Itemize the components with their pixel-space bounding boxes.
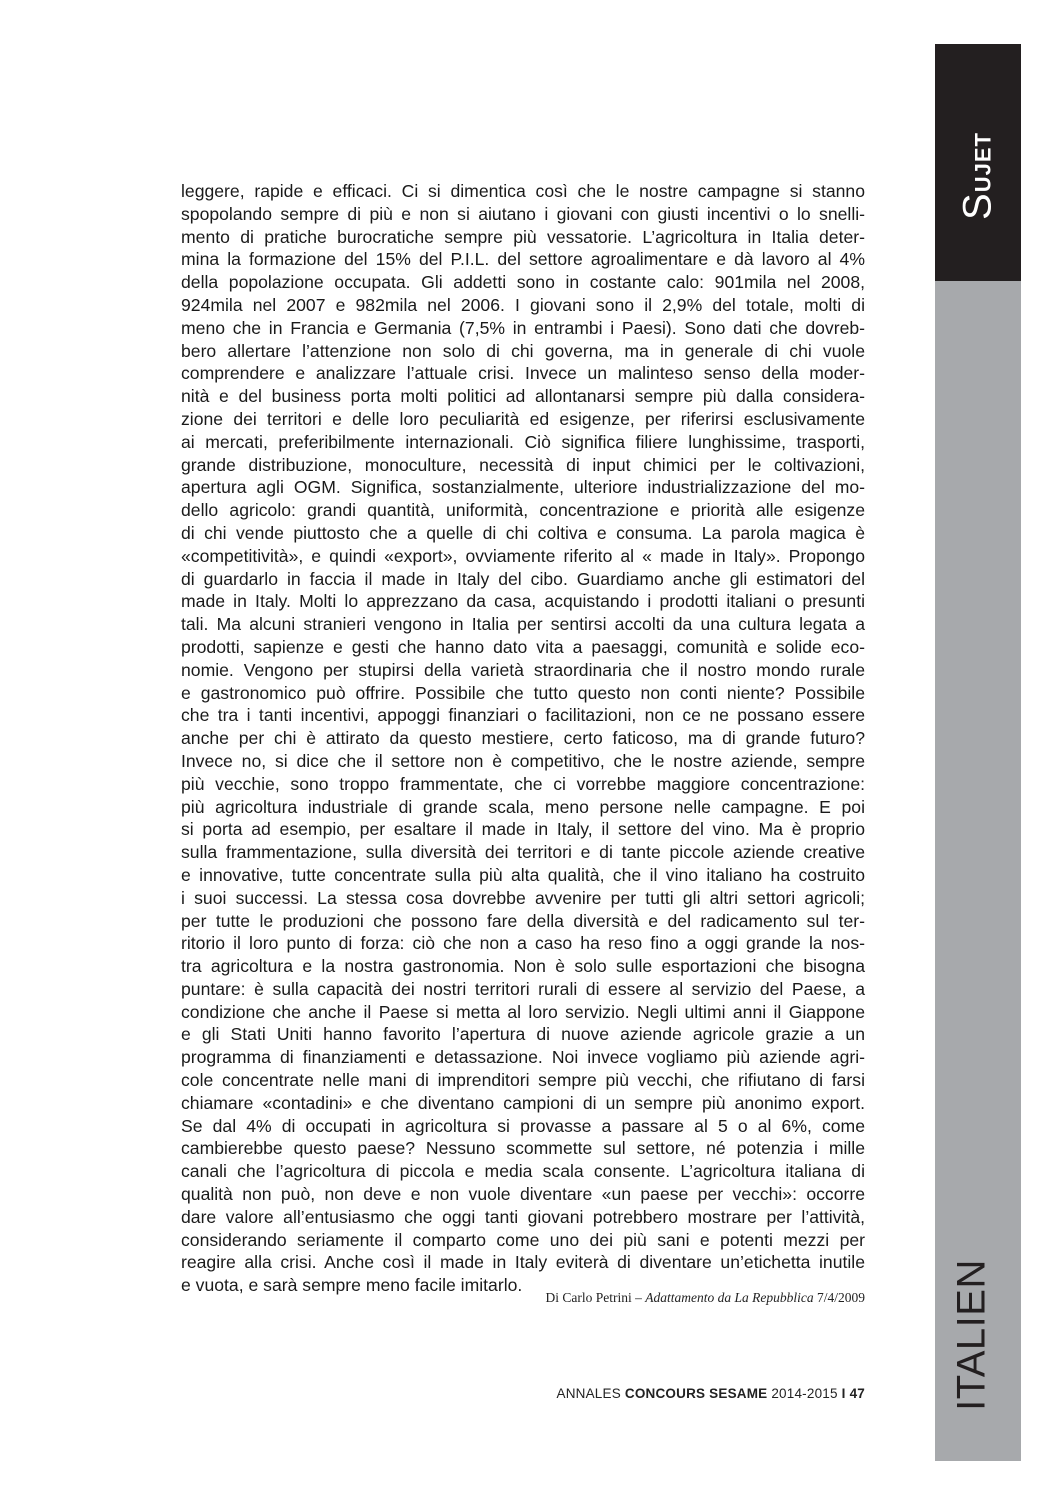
article-line: spopolando sempre di più e non si aiutano i giovani con giusti incentivi o lo snelli- — [181, 203, 865, 224]
article-line: made in Italy. Molti lo apprezzano da casa, acquistando i prodotti italiani o presunti — [181, 591, 865, 612]
article-line: bero allertare l’attenzione non solo di chi governa, ma in generale di chi vuole — [181, 340, 865, 361]
section-label-initial: S — [955, 192, 1000, 220]
article-line: tra agricoltura e la nostra gastronomia. Non è solo sulle esportazioni che bisogna — [181, 956, 865, 977]
article-line: nomie. Vengono per stupirsi della varietà straordinaria che il nostro mondo rurale — [181, 659, 865, 680]
article-body — [181, 180, 865, 1297]
article-line: cole concentrate nelle mani di imprenditori sempre più vecchi, che rifiutano di farsi — [181, 1070, 865, 1091]
article-line: 924mila nel 2007 e 982mila nel 2006. I giovani sono il 2,9% del totale, molti di — [181, 294, 865, 315]
article-line: e vuota, e sarà sempre meno facile imitarlo. — [181, 1275, 523, 1296]
article-line: e innovative, tutte concentrate sulla più alta qualità, che il vino italiano ha costruito — [181, 864, 865, 885]
footer-concours: CONCOURS SESAME — [624, 1386, 768, 1401]
article-line: qualità non può, non deve e non vuole diventare «un paese per vecchi»: occorre — [181, 1184, 865, 1205]
page-footer — [181, 1386, 865, 1401]
article-line: prodotti, sapienze e gesti che hanno dato vita a paesaggi, comunità e solide eco- — [181, 636, 865, 657]
byline — [181, 1290, 865, 1306]
article-line: più vecchie, sono troppo frammentate, che ci vorrebbe maggiore concentrazione: — [181, 773, 865, 794]
byline-author: Di Carlo Petrini – — [545, 1290, 642, 1305]
article-line: di guardarlo in faccia il made in Italy del cibo. Guardiamo anche gli estimatori del — [181, 568, 865, 589]
article-line: di chi vende piuttosto che a quelle di chi coltiva e consuma. La parola magica è — [181, 522, 865, 543]
article-line: cambierebbe questo paese? Nessuno scommette sul settore, né potenzia i mille — [181, 1138, 865, 1159]
language-label: ITALIEN — [949, 1259, 994, 1411]
article-line: sulla frammentazione, sulla diversità dei territori e di tante piccole aziende creative — [181, 842, 865, 863]
article-line: tali. Ma alcuni stranieri vengono in Italia per sentirsi accolti da una cultura legata a — [181, 614, 865, 635]
article-line: ai mercati, preferibilmente internazionali. Ciò significa filiere lunghissime, trasporti, — [181, 431, 865, 452]
article-line: dello agricolo: grandi quantità, uniformità, concentrazione e priorità alle esigenze — [181, 500, 865, 521]
article-line: ritorio il loro punto di forza: ciò che non a caso ha reso fino a oggi grande la nos- — [181, 933, 865, 954]
article-line: comprendere e analizzare l’attuale crisi. Invece un malinteso senso della moder- — [181, 363, 865, 384]
article-line: nità e del business porta molti politici ad allontanarsi sempre più dalla considera- — [181, 386, 865, 407]
page-number: 47 — [849, 1386, 865, 1401]
article-line: si porta ad esempio, per esaltare il made in Italy, il settore del vino. Ma è proprio — [181, 819, 865, 840]
section-label — [956, 132, 1001, 220]
article-line: i suoi successi. La stessa cosa dovrebbe avvenire per tutti gli altri settori agricoli; — [181, 887, 865, 908]
article-line: che tra i tanti incentivi, appoggi finanziari o facilitazioni, non ce ne possano essere — [181, 705, 865, 726]
article-line: canali che l’agricoltura di piccola e media scala consente. L’agricoltura italiana di — [181, 1161, 865, 1182]
article-line: leggere, rapide e efficaci. Ci si dimentica così che le nostre campagne si stanno — [181, 181, 865, 201]
article-line: per tutte le produzioni che possono fare della diversità e del radicamento sul ter- — [181, 910, 865, 931]
article-line: considerando seriamente il comparto come uno dei più sani e potenti mezzi per — [181, 1229, 865, 1250]
article-line: mento di pratiche burocratiche sempre più vessatorie. L’agricoltura in Italia deter- — [181, 226, 865, 247]
article-line: puntare: è sulla capacità dei nostri territori rurali di essere al servizio del Paese, a — [181, 978, 865, 999]
article-line: della popolazione occupata. Gli addetti sono in costante calo: 901mila nel 2008, — [181, 272, 865, 293]
section-label-rest: UJET — [970, 132, 996, 193]
article-line: meno che in Francia e Germania (7,5% in entrambi i Paesi). Sono dati che dovreb- — [181, 317, 865, 338]
article-line: apertura agli OGM. Significa, sostanzialmente, ulteriore industrializzazione del mo- — [181, 477, 865, 498]
footer-separator: I — [841, 1386, 846, 1401]
article-line: programma di finanziamenti e detassazione. Noi invece vogliamo più aziende agri- — [181, 1047, 865, 1068]
article-line: e gli Stati Uniti hanno favorito l’apertura di nuove aziende agricole grazie a un — [181, 1024, 865, 1045]
article-line: grande distribuzione, monoculture, necessità di input chimici per le coltivazioni, — [181, 454, 865, 475]
footer-years: 2014-2015 — [771, 1386, 838, 1401]
article-line: Invece no, si dice che il settore non è competitivo, che le nostre aziende, sempre — [181, 750, 865, 771]
article-line: reagire alla crisi. Anche così il made in Italy eviterà di diventare un’etichetta inutile — [181, 1252, 865, 1273]
article-line: Se dal 4% di occupati in agricoltura si provasse a passare al 5 o al 6%, come — [181, 1115, 865, 1136]
article-line: anche per chi è attirato da questo mestiere, certo faticoso, ma di grande futuro? — [181, 728, 865, 749]
article-line: chiamare «contadini» e che diventano campioni di un sempre più anonimo export. — [181, 1092, 865, 1113]
article-line: «competitività», e quindi «export», ovviamente riferito al « made in Italy». Propongo — [181, 545, 865, 566]
article-line: zione dei territori e delle loro peculiarità ed esigenze, per riferirsi esclusivamente — [181, 408, 865, 429]
article-line: dare valore all’entusiasmo che oggi tanti giovani potrebbero mostrare per l’attività, — [181, 1206, 865, 1227]
article-line: condizione che anche il Paese si metta al loro servizio. Negli ultimi anni il Giappone — [181, 1001, 865, 1022]
article-line: e gastronomico può offrire. Possibile che tutto questo non conti niente? Possibile — [181, 682, 865, 703]
article-line: mina la formazione del 15% del P.I.L. del settore agroalimentare e dà lavoro al 4% — [181, 249, 865, 270]
footer-annales: ANNALES — [556, 1386, 621, 1401]
byline-date: 7/4/2009 — [816, 1290, 865, 1305]
article-line: più agricoltura industriale di grande scala, meno persone nelle campagne. E poi — [181, 796, 865, 817]
byline-source: Adattamento da La Repubblica — [645, 1290, 814, 1305]
